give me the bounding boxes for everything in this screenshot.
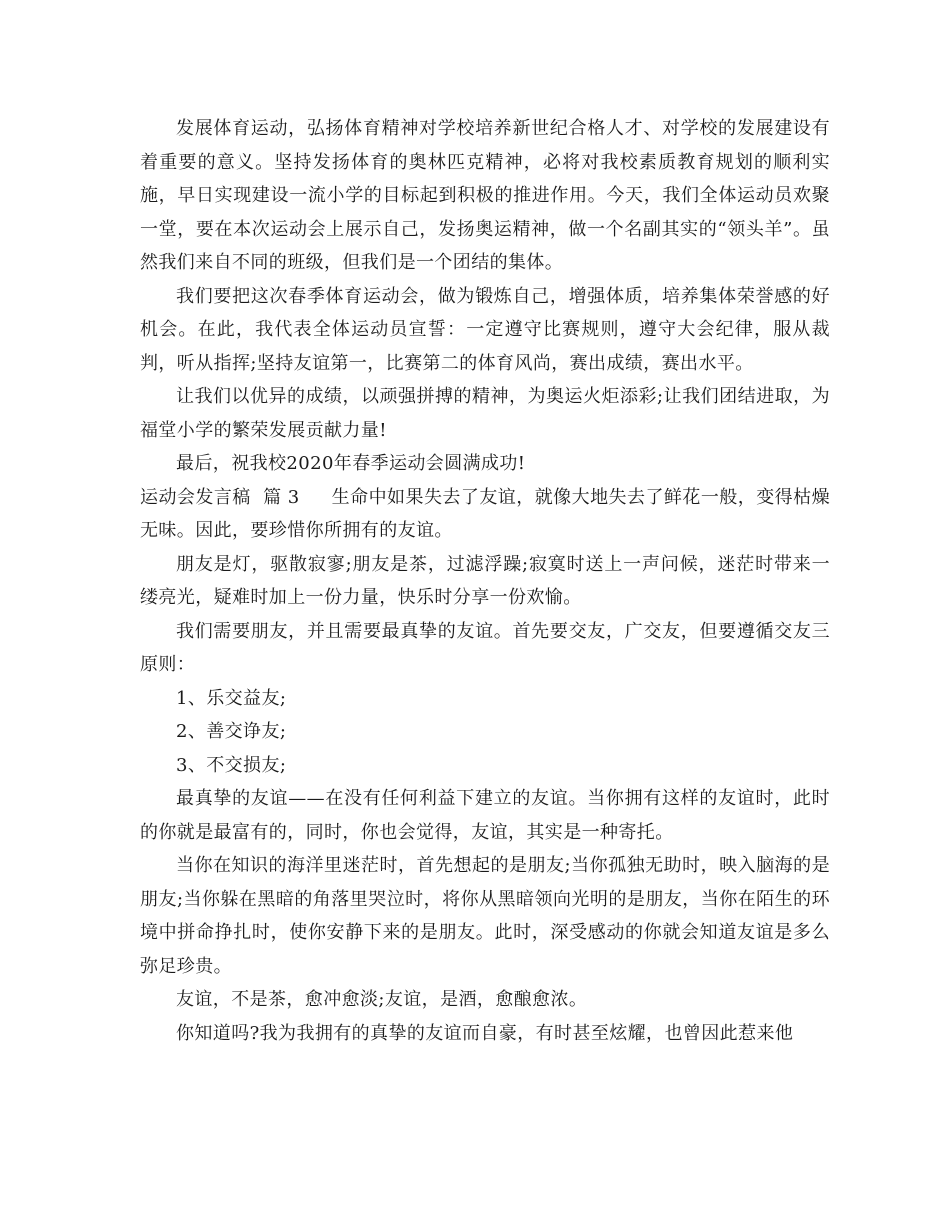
paragraph-9: 友谊，不是茶，愈冲愈淡;友谊，是酒，愈酿愈浓。 <box>176 989 588 1010</box>
paragraph-4: 最后，祝我校2020年春季运动会圆满成功! <box>176 453 526 474</box>
paragraph-10: 你知道吗?我为我拥有的真挚的友谊而自豪，有时甚至炫耀，也曾因此惹来他 <box>176 1022 794 1044</box>
paragraph-6: 我们需要朋友，并且需要最真挚的友谊。首先要交友，广交友，但要遵循交友三原则： <box>140 620 830 675</box>
section-text: 生命中如果失去了友谊，就像大地失去了鲜花一般，变得枯燥无味。因此，要珍惜你所拥有的友谊。 <box>140 486 830 541</box>
paragraph-7: 最真挚的友谊——在没有任何利益下建立的友谊。当你拥有这样的友谊时，此时的你就是最富有的，同时，你也会觉得，友谊，其实是一种寄托。 <box>140 788 830 843</box>
list-item-3: 3、不交损友; <box>176 754 287 776</box>
section-paragraph <box>140 481 830 548</box>
list-item-1: 1、乐交益友; <box>176 687 287 709</box>
paragraph-5: 朋友是灯，驱散寂寥;朋友是茶，过滤浮躁;寂寞时送上一声问候，迷茫时带来一缕亮光，疑难时加上一份力量，快乐时分享一份欢愉。 <box>140 553 830 608</box>
list-item-2: 2、善交诤友; <box>176 721 287 742</box>
paragraph-2: 我们要把这次春季体育运动会，做为锻炼自己，增强体质，培养集体荣誉感的好机会。在此，我代表全体运动员宣誓：一定遵守比赛规则，遵守大会纪律，服从裁判，听从指挥;坚持友谊第一，比赛第二的体育风尚，赛出成绩，赛出水平。 <box>140 285 830 374</box>
paragraph-3: 让我们以优异的成绩，以顽强拼搏的精神，为奥运火炬添彩;让我们团结进取，为福堂小学的繁荣发展贡献力量! <box>140 386 830 441</box>
paragraph-1: 发展体育运动，弘扬体育精神对学校培养新世纪合格人才、对学校的发展建设有着重要的意义。坚持发扬体育的奥林匹克精神，必将对我校素质教育规划的顺利实施，早日实现建设一流小学的目标起到积极的推进作用。今天，我们全体运动员欢聚一堂，要在本次运动会上展示自己，发扬奥运精神，做一个名副其实的“领头羊”。虽然我们来自不同的班级，但我们是一个团结的集体。 <box>140 118 830 273</box>
document-body <box>140 112 830 1050</box>
paragraph-8: 当你在知识的海洋里迷茫时，首先想起的是朋友;当你孤独无助时，映入脑海的是朋友;当你躲在黑暗的角落里哭泣时，将你从黑暗领向光明的是朋友，当你在陌生的环境中拼命挣扎时，使你安静下来的是朋友。此时，深受感动的你就会知道友谊是多么弥足珍贵。 <box>140 855 830 977</box>
section-label: 运动会发言稿 篇 3 <box>140 486 300 508</box>
